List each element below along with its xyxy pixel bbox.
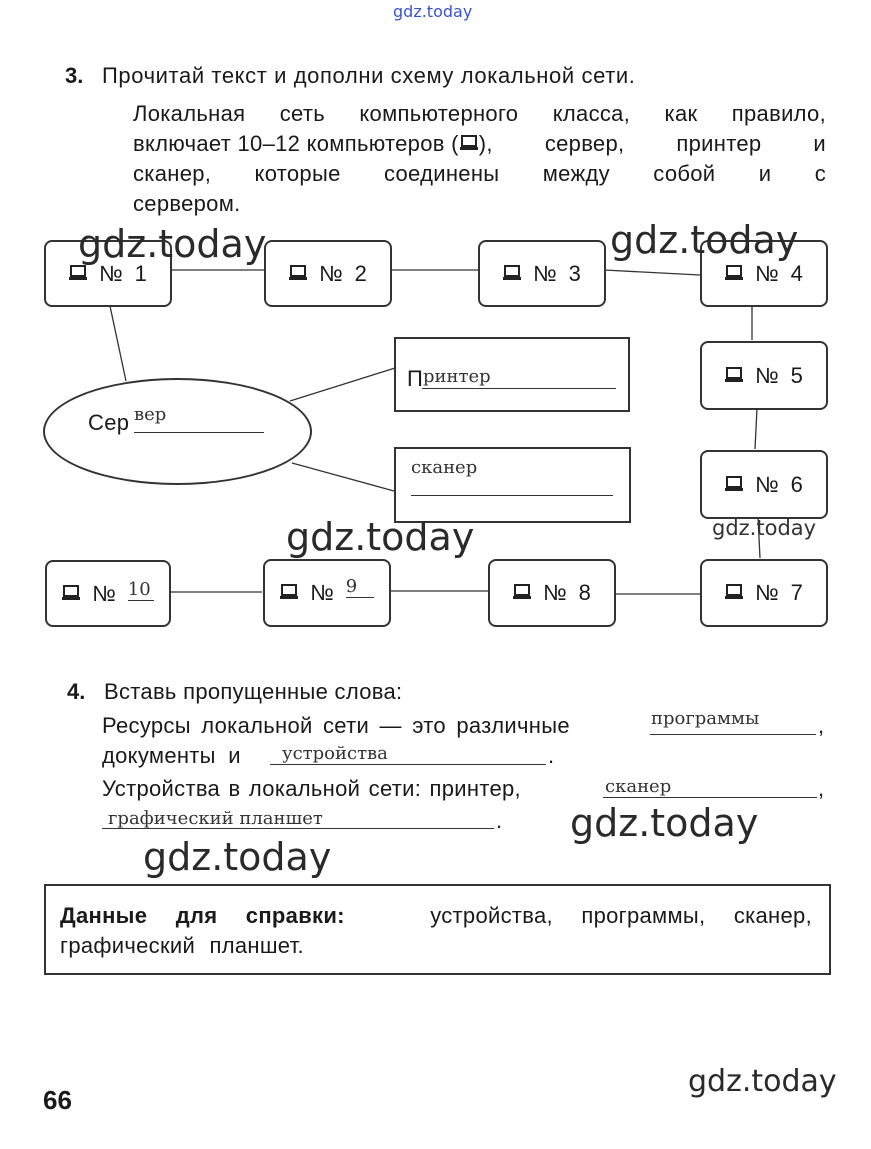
task4-line2: документы и xyxy=(102,743,241,768)
node-number: 2 xyxy=(354,260,367,286)
task4-comma1: , xyxy=(818,713,825,738)
reference-line1 xyxy=(60,903,812,929)
task4-heading: Вставь пропущенные слова: xyxy=(104,679,403,704)
node-number: 7 xyxy=(790,580,803,605)
node-prefix: № xyxy=(533,260,557,286)
printer-label: П xyxy=(407,366,424,391)
computer-node-2 xyxy=(264,240,392,307)
node-number: 1 xyxy=(134,260,147,286)
watermark: gdz.today xyxy=(570,801,759,845)
page-number: 66 xyxy=(43,1085,72,1115)
task4-fill3: сканер xyxy=(605,776,672,797)
task4-line1: Ресурсы локальной сети — это различные xyxy=(102,713,570,738)
computer-node-10 xyxy=(45,560,171,627)
server-label: Сер xyxy=(88,410,130,435)
task3-para-line1: Локальная сеть компьютерного класса, как правило, xyxy=(133,101,826,126)
computer-icon xyxy=(289,261,307,287)
computer-icon xyxy=(280,580,298,606)
task4-fill1: программы xyxy=(651,708,760,729)
computer-node-5 xyxy=(700,341,828,410)
node-number: 9 xyxy=(346,576,374,598)
task3-heading: Прочитай текст и дополни схему локальной сети. xyxy=(102,63,636,88)
scanner-underline xyxy=(411,495,613,496)
task3-number: 3. xyxy=(65,63,84,88)
node-prefix: № xyxy=(319,260,343,286)
computer-node-3 xyxy=(478,240,606,307)
line-server-printer xyxy=(290,368,395,401)
node-prefix: № xyxy=(92,580,116,606)
task3-para-line4: сервером. xyxy=(133,191,241,216)
watermark: gdz.today xyxy=(610,218,799,262)
fill2-underline xyxy=(270,764,546,765)
fill3-underline xyxy=(603,797,817,798)
fill4-underline xyxy=(102,828,494,829)
computer-icon xyxy=(513,580,531,606)
computer-icon xyxy=(62,581,80,607)
computer-node-7 xyxy=(700,559,828,627)
fill1-underline xyxy=(650,734,816,735)
task4-number: 4. xyxy=(67,679,86,704)
node-prefix: № xyxy=(755,471,779,497)
computer-icon xyxy=(503,261,521,287)
para-line2-start: включает 10–12 компьютеров ( xyxy=(133,131,459,156)
task4-period1: . xyxy=(548,743,555,768)
line-3-4 xyxy=(604,270,700,275)
line-1-server xyxy=(110,306,126,381)
node-number: 3 xyxy=(568,260,581,286)
reference-line1-rest: устройства, программы, сканер, xyxy=(430,903,812,928)
line-5-6 xyxy=(755,408,757,449)
computer-node-6 xyxy=(700,450,828,519)
node-prefix: № xyxy=(755,362,779,388)
task4-fill4: графический планшет xyxy=(108,808,323,829)
task3-para-line3: сканер, которые соединены между собой и с xyxy=(133,161,826,186)
node-prefix: № xyxy=(755,580,779,605)
line-server-scanner xyxy=(292,463,394,491)
task4-comma2: , xyxy=(818,776,825,801)
task4-period2: . xyxy=(496,808,503,833)
watermark: gdz.today xyxy=(143,835,332,879)
top-watermark: gdz.today xyxy=(393,2,473,21)
node-number: 8 xyxy=(578,580,591,605)
reference-box xyxy=(44,884,831,975)
node-number: 6 xyxy=(790,471,803,497)
task4-fill2: устройства xyxy=(282,743,388,764)
watermark: gdz.today xyxy=(78,222,267,266)
node-prefix: № xyxy=(310,580,334,605)
computer-node-9 xyxy=(263,559,391,627)
printer-fill: ринтер xyxy=(423,366,491,387)
server-fill: вер xyxy=(134,404,167,425)
para-line2-end: ), сервер, принтер и xyxy=(478,131,826,156)
computer-node-8 xyxy=(488,559,616,627)
computer-icon xyxy=(725,363,743,389)
computer-icon xyxy=(725,580,743,606)
node-prefix: № xyxy=(543,580,567,605)
node-number: 5 xyxy=(790,362,803,388)
computer-icon xyxy=(725,261,743,287)
reference-line2: графический планшет. xyxy=(60,933,304,958)
node-number: 4 xyxy=(790,260,803,286)
printer-underline xyxy=(422,388,616,389)
watermark: gdz.today xyxy=(286,515,475,559)
scanner-fill: сканер xyxy=(411,457,478,478)
node-number: 10 xyxy=(128,579,154,601)
reference-label: Данные для справки: xyxy=(60,903,345,928)
server-underline xyxy=(134,432,264,433)
node-prefix: № xyxy=(99,260,123,286)
watermark: gdz.today xyxy=(712,516,817,540)
watermark: gdz.today xyxy=(688,1064,837,1099)
node-prefix: № xyxy=(755,260,779,286)
computer-icon xyxy=(725,472,743,498)
task4-line3: Устройства в локальной сети: принтер, xyxy=(102,776,521,801)
